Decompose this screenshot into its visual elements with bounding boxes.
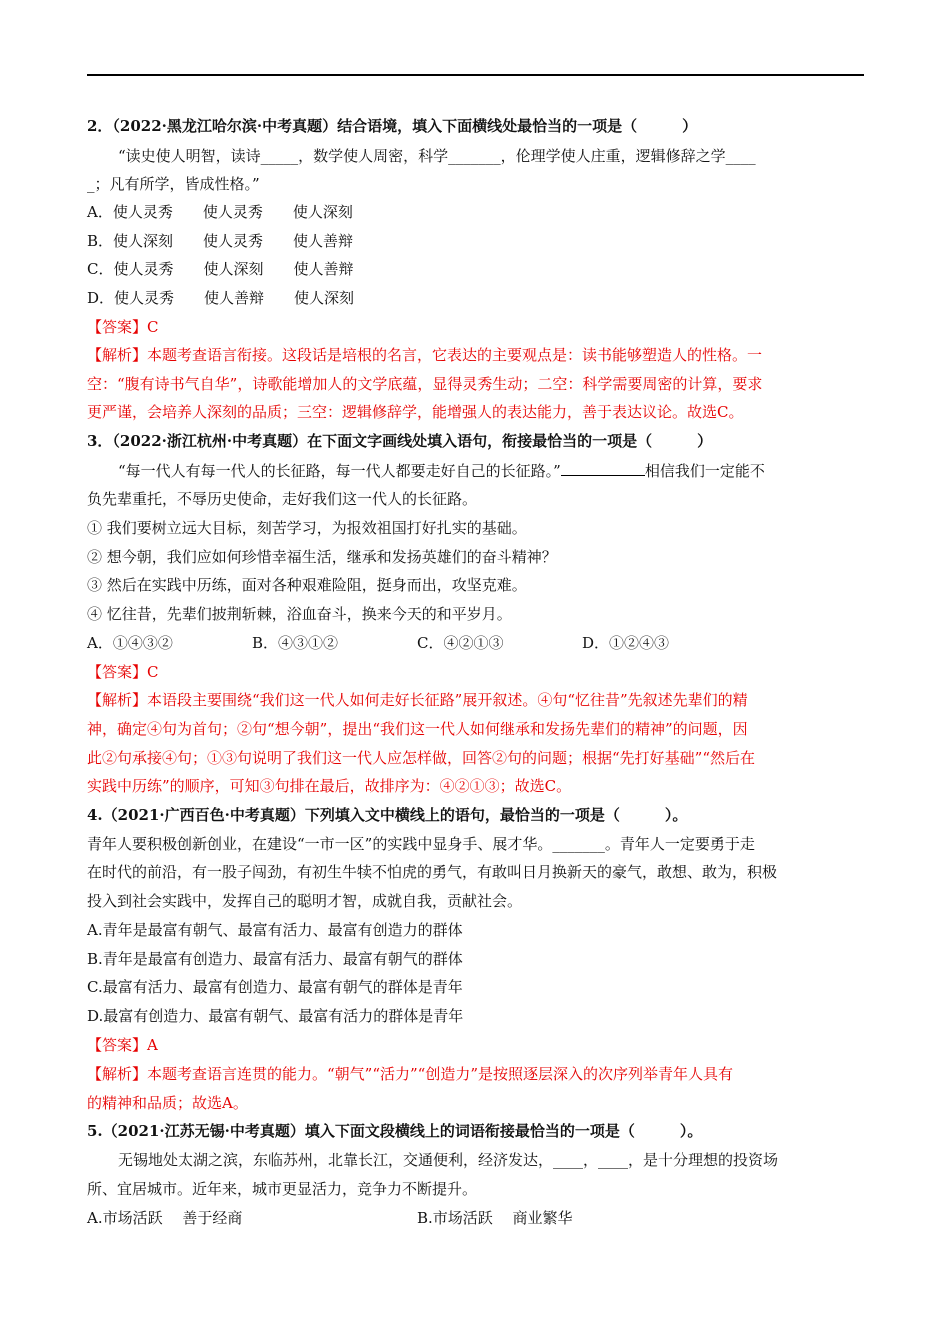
q5-option-a: A.市场活跃 善于经商 <box>87 1209 243 1227</box>
q3-item-3: ③ 然后在实践中历练，面对各种艰难险阻，挺身而出，攻坚克难。 <box>87 576 527 594</box>
q2-analysis-line-1: 【解析】本题考查语言衔接。这段话是培根的名言，它表达的主要观点是：读书能够塑造人的性格。一 <box>87 346 763 364</box>
q3-analysis-line-4: 实践中历练”的顺序，可知③句排在最后，故排序为：④②①③；故选C。 <box>87 777 572 795</box>
q2-passage-line-1: “读史使人明智，读诗_____，数学使人周密，科学_______，伦理学使人庄重，逻辑修辞之学____ <box>118 147 756 165</box>
q3-passage-line-1 <box>118 460 765 481</box>
q3-analysis-line-3: 此②句承接④句；①③句说明了我们这一代人应怎样做，回答②句的问题；根据“先打好基础”“然后在 <box>87 749 756 767</box>
q4-option-a: A.青年是最富有朝气、最富有活力、最富有创造力的群体 <box>87 921 463 939</box>
q3-passage-line-2: 负先辈重托，不辱历史使命，走好我们这一代人的长征路。 <box>87 490 478 508</box>
q3-item-4: ④ 忆往昔，先辈们披荆斩棘，浴血奋斗，换来今天的和平岁月。 <box>87 605 512 623</box>
q5-option-b: B.市场活跃 商业繁华 <box>417 1209 573 1227</box>
q4-passage-line-3: 投入到社会实践中，发挥自己的聪明才智，成就自我，贡献社会。 <box>87 892 523 910</box>
q3-option-c: C．④②①③ <box>417 634 504 652</box>
q3-option-d: D．①②④③ <box>582 634 670 652</box>
q3-answer: 【答案】C <box>87 663 159 681</box>
q3-stem: 3．（2022·浙江杭州·中考真题）在下面文字画线处填入语句，衔接最恰当的一项是（ ） <box>87 432 713 450</box>
q3-passage-quote: “每一代人有每一代人的长征路，每一代人都要走好自己的长征路。” <box>118 462 561 480</box>
q4-option-d: D.最富有创造力、最富有朝气、最富有活力的群体是青年 <box>87 1007 464 1025</box>
q4-analysis-line-1: 【解析】本题考查语言连贯的能力。“朝气”“活力”“创造力”是按照逐层深入的次序列举青年人具有 <box>87 1065 734 1083</box>
q2-stem: 2．（2022·黑龙江哈尔滨·中考真题）结合语境，填入下面横线处最恰当的一项是（ ） <box>87 117 698 135</box>
q3-answer-blank <box>561 460 645 476</box>
header-rule <box>87 74 864 76</box>
q4-stem: 4.（2021·广西百色·中考真题）下列填入文中横线上的语句，最恰当的一项是（ ）。 <box>87 806 688 824</box>
q2-option-c: C．使人灵秀 使人深刻 使人善辩 <box>87 260 354 278</box>
q2-analysis-line-2: 空：“腹有诗书气自华”，诗歌能增加人的文学底蕴，显得灵秀生动；二空：科学需要周密的计算，要求 <box>87 375 763 393</box>
q3-analysis-line-2: 神，确定④句为首句；②句“想今朝”，提出“我们这一代人如何继承和发扬先辈们的精神”的问题，因 <box>87 720 748 738</box>
q3-option-b: B．④③①② <box>252 634 339 652</box>
q2-option-a: A．使人灵秀 使人灵秀 使人深刻 <box>87 203 353 221</box>
q2-answer: 【答案】C <box>87 318 159 336</box>
q4-passage-line-2: 在时代的前沿，有一股子闯劲，有初生牛犊不怕虎的勇气，有敢叫日月换新天的豪气，敢想、敢为，积极 <box>87 863 778 881</box>
q5-passage-line-1: 无锡地处太湖之滨，东临苏州，北靠长江，交通便利，经济发达，____，____，是十分理想的投资场 <box>118 1151 779 1169</box>
q2-passage-line-2: _；凡有所学，皆成性格。” <box>87 175 260 193</box>
q3-option-a: A．①④③② <box>87 634 173 652</box>
q4-answer: 【答案】A <box>87 1036 158 1054</box>
q2-option-d: D．使人灵秀 使人善辩 使人深刻 <box>87 289 355 307</box>
q5-stem: 5.（2021·江苏无锡·中考真题）填入下面文段横线上的词语衔接最恰当的一项是（ ）。 <box>87 1122 703 1140</box>
q4-passage-line-1: 青年人要积极创新创业，在建设“一市一区”的实践中显身手、展才华。_______。青年人一定要勇于走 <box>87 835 755 853</box>
q3-analysis-line-1: 【解析】本语段主要围绕“我们这一代人如何走好长征路”展开叙述。④句“忆往昔”先叙述先辈们的精 <box>87 691 748 709</box>
q3-item-1: ① 我们要树立远大目标，刻苦学习，为报效祖国打好扎实的基础。 <box>87 519 527 537</box>
q3-item-2: ② 想今朝，我们应如何珍惜幸福生活，继承和发扬英雄们的奋斗精神？ <box>87 548 557 566</box>
q2-analysis-line-3: 更严谨，会培养人深刻的品质；三空：逻辑修辞学，能增强人的表达能力，善于表达议论。故选C。 <box>87 403 744 421</box>
q5-passage-line-2: 所、宜居城市。近年来，城市更显活力，竞争力不断提升。 <box>87 1180 478 1198</box>
q3-passage-continuation: 相信我们一定能不 <box>644 462 765 480</box>
q4-option-b: B.青年是最富有创造力、最富有活力、最富有朝气的群体 <box>87 950 463 968</box>
q4-analysis-line-2: 的精神和品质；故选A。 <box>87 1094 248 1112</box>
q2-option-b: B．使人深刻 使人灵秀 使人善辩 <box>87 232 354 250</box>
q4-option-c: C.最富有活力、最富有创造力、最富有朝气的群体是青年 <box>87 978 463 996</box>
